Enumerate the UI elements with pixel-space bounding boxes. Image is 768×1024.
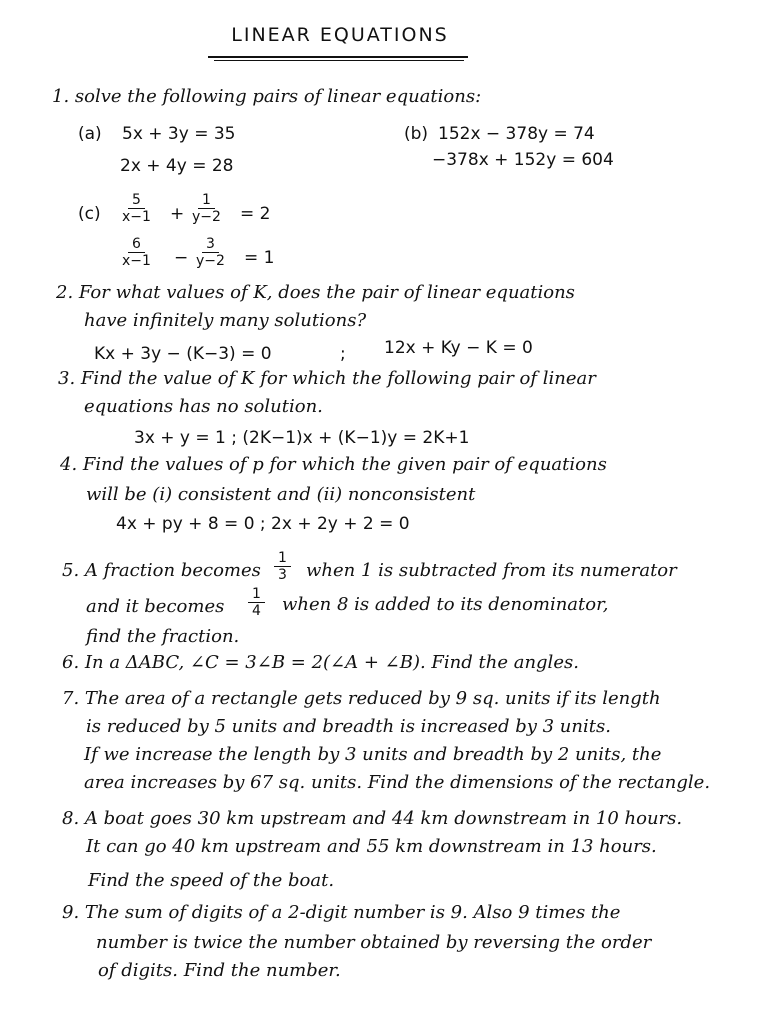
q5-fraction-one-fourth (248, 586, 265, 620)
question-9-line-1: 9. The sum of digits of a 2-digit number is 9. Also 9 times the (62, 902, 621, 923)
q1c-fraction-3-denominator: x−1 (122, 253, 151, 269)
question-3-line-1: 3. Find the value of K for which the following pair of linear (58, 368, 596, 389)
q1c-fraction-1-numerator: 5 (128, 192, 145, 209)
q1c-fraction-2-denominator: y−2 (192, 209, 221, 225)
question-9-line-2: number is twice the number obtained by reversing the order (96, 932, 652, 953)
question-5-line-1-start: 5. A fraction becomes (62, 560, 261, 581)
q1a-label: (a) (78, 124, 102, 144)
title-underline-second (214, 60, 464, 61)
q1c-fraction-4-denominator: y−2 (196, 253, 225, 269)
question-8-line-1: 8. A boat goes 30 km upstream and 44 km downstream in 10 hours. (62, 808, 683, 829)
question-8-line-3: Find the speed of the boat. (88, 870, 335, 891)
page-title: LINEAR EQUATIONS (231, 24, 449, 46)
question-5-line-1-end: when 1 is subtracted from its numerator (306, 560, 677, 581)
question-1-text: 1. solve the following pairs of linear equations: (52, 86, 482, 107)
q1c-fraction-2-numerator: 1 (198, 192, 215, 209)
q2-equation-1: Kx + 3y − (K−3) = 0 (94, 344, 272, 364)
q1c-label: (c) (78, 204, 101, 224)
q1c-fraction-1 (118, 192, 155, 226)
q1c-fraction-3-numerator: 6 (128, 236, 145, 253)
question-4-line-1: 4. Find the values of p for which the given pair of equations (60, 454, 607, 475)
question-3-line-2: equations has no solution. (84, 396, 323, 417)
q1c-fraction-4 (192, 236, 229, 270)
q1b-label: (b) (404, 124, 429, 144)
q2-equation-2: 12x + Ky − K = 0 (384, 338, 533, 358)
q2-separator: ; (340, 344, 346, 364)
question-8-line-2: It can go 40 km upstream and 55 km downstream in 13 hours. (86, 836, 657, 857)
question-5-line-2-end: when 8 is added to its denominator, (282, 594, 609, 615)
q1b-equation-1: 152x − 378y = 74 (438, 124, 595, 144)
q1b-equation-2: −378x + 152y = 604 (432, 150, 614, 170)
question-2-line-1: 2. For what values of K, does the pair of linear equations (56, 282, 575, 303)
question-4-line-2: will be (i) consistent and (ii) nonconsistent (86, 484, 476, 505)
q5-fraction-2-numerator: 1 (248, 586, 265, 603)
q1c-equation-1-rhs: = 2 (240, 204, 271, 224)
q1c-plus-sign: + (170, 204, 185, 224)
question-5-line-3: find the fraction. (86, 626, 240, 647)
q1c-fraction-3 (118, 236, 155, 270)
question-6-text: 6. In a ΔABC, ∠C = 3∠B = 2(∠A + ∠B). Find the angles. (62, 652, 579, 673)
q1c-equation-2-rhs: = 1 (244, 248, 275, 268)
question-7-line-1: 7. The area of a rectangle gets reduced by 9 sq. units if its length (62, 688, 661, 709)
q1c-fraction-1-denominator: x−1 (122, 209, 151, 225)
question-7-line-4: area increases by 67 sq. units. Find the dimensions of the rectangle. (84, 772, 711, 793)
question-9-line-3: of digits. Find the number. (98, 960, 341, 981)
title-underline (208, 56, 468, 58)
q5-fraction-2-denominator: 4 (252, 603, 261, 619)
q4-equations: 4x + py + 8 = 0 ; 2x + 2y + 2 = 0 (116, 514, 410, 534)
question-5-line-2-start: and it becomes (86, 596, 225, 617)
q3-equations: 3x + y = 1 ; (2K−1)x + (K−1)y = 2K+1 (134, 428, 470, 448)
q1c-minus-sign: − (174, 248, 189, 268)
question-7-line-2: is reduced by 5 units and breadth is increased by 3 units. (86, 716, 611, 737)
question-2-line-2: have infinitely many solutions? (84, 310, 367, 331)
q1a-equation-2: 2x + 4y = 28 (120, 156, 234, 176)
q5-fraction-1-numerator: 1 (274, 550, 291, 567)
q1c-fraction-4-numerator: 3 (202, 236, 219, 253)
question-7-line-3: If we increase the length by 3 units and breadth by 2 units, the (84, 744, 662, 765)
q5-fraction-1-denominator: 3 (278, 567, 287, 583)
q5-fraction-one-third (274, 550, 291, 584)
q1c-fraction-2 (188, 192, 225, 226)
q1a-equation-1: 5x + 3y = 35 (122, 124, 236, 144)
